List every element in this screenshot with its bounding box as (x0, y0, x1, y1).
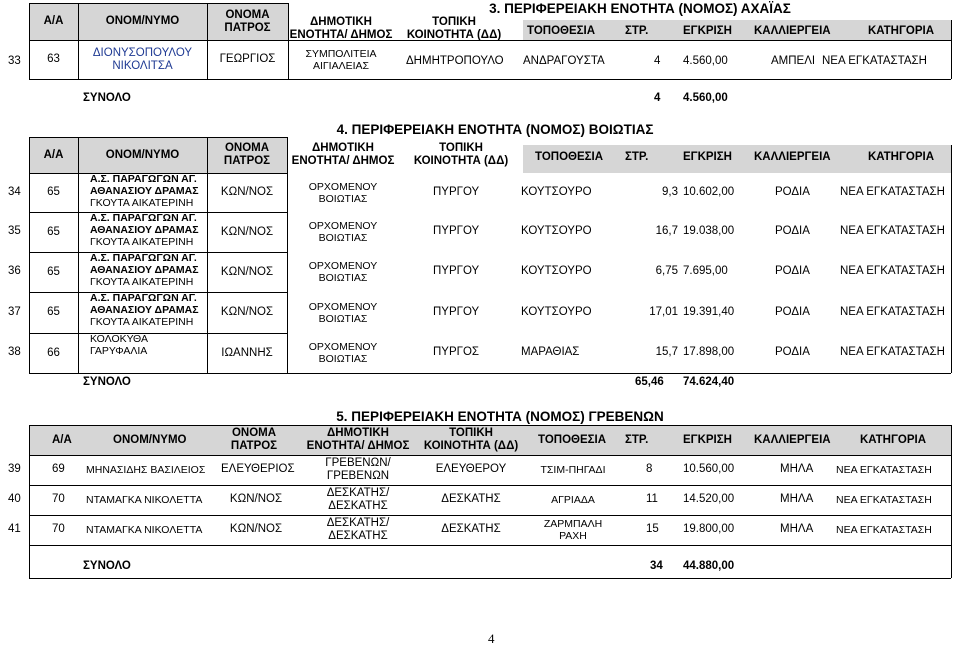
row-topiki: ΔΕΣΚΑΤΗΣ (441, 493, 501, 505)
row-katigoria: ΝΕΑ ΕΓΚΑΤΑΣΤΑΣΗ (840, 305, 945, 318)
row-dimos-cell (287, 333, 399, 373)
row-name-cell (90, 173, 207, 212)
col-header-father-2: ΠΑΤΡΟΣ (224, 21, 271, 34)
total-amount: 4.560,00 (683, 92, 728, 104)
row-dimos-2: ΔΕΣΚΑΤΗΣ (328, 500, 388, 512)
row-name-cell (90, 333, 207, 373)
row-number: 35 (8, 225, 21, 237)
section-title: 5. ΠΕΡΙΦΕΡΕΙΑΚΗ ΕΝΟΤΗΤΑ (ΝΟΜΟΣ) ΓΡΕΒΕΝΩΝ (336, 409, 664, 424)
total-str: 4 (654, 92, 661, 104)
row-topothesia-cell (528, 455, 618, 485)
row-father: ΚΩΝ/ΝΟΣ (220, 306, 274, 318)
row-topothesia: ΖΑΡΜΠΑΛΗ (543, 518, 603, 530)
row-dimos: ΣΥΜΠΟΛΙΤΕΙΑ (305, 47, 377, 60)
row-name-3: ΓΚΟΥΤΑ ΑΙΚΑΤΕΡΙΝΗ (90, 236, 194, 248)
row-dimos-cell (305, 515, 411, 545)
row-father: ΚΩΝ/ΝΟΣ (229, 493, 283, 505)
row-dimos: ΟΡΧΟΜΕΝΟΥ (308, 220, 378, 232)
row-topiki: ΠΥΡΓΟΥ (433, 305, 480, 318)
row-kalliergeia: ΡΟΔΙΑ (775, 265, 810, 277)
col-header-topiki: ΤΟΠΙΚΗ (449, 427, 493, 439)
row-name: ΔΙΟΝΥΣΟΠΟΥΛΟΥ (92, 46, 193, 59)
row-str: 15,7 (655, 346, 678, 358)
col-header-aa: Α/Α (43, 148, 64, 161)
col-header-name: ΟΝΟΜ/ΝΥΜΟ (105, 148, 180, 161)
row-aa: 70 (52, 523, 65, 535)
row-dimos-2: ΒΟΙΩΤΙΑΣ (318, 353, 368, 365)
row-number: 38 (8, 346, 21, 358)
row-str: 11 (646, 493, 658, 505)
row-topiki: ΠΥΡΓΟΥ (433, 265, 480, 277)
col-header-str: ΣΤΡ. (625, 25, 649, 37)
row-topiki: ΕΛΕΥΘΕΡΟΥ (435, 463, 507, 475)
row-name-2: ΑΘΑΝΑΣΙΟΥ ΔΡΑΜΑΣ (90, 185, 199, 197)
row-dimos: ΟΡΧΟΜΕΝΟΥ (308, 180, 378, 193)
col-header-father-2: ΠΑΤΡΟΣ (230, 440, 278, 452)
col-header-egkrisi: ΕΓΚΡΙΣΗ (683, 25, 732, 37)
col-header-topothesia: ΤΟΠΟΘΕΣΙΑ (538, 434, 607, 446)
row-number: 36 (8, 265, 21, 277)
row-katigoria: ΝΕΑ ΕΓΚΑΤΑΣΤΑΣΗ (836, 524, 932, 536)
col-header-name: ΟΝΟΜ/ΝΥΜΟ (105, 15, 180, 27)
row-topiki: ΠΥΡΓΟΥ (433, 225, 480, 237)
col-header-aa: Α/Α (43, 15, 64, 27)
row-dimos-cell (305, 455, 411, 485)
row-egkrisi: 10.602,00 (683, 185, 735, 198)
row-aa-cell (29, 252, 78, 292)
row-name: Α.Σ. ΠΑΡΑΓΩΓΩΝ ΑΓ. (90, 252, 197, 264)
row-aa: 65 (47, 186, 60, 198)
col-header-topiki-2: ΚΟΙΝΟΤΗΤΑ (ΔΔ) (406, 29, 502, 41)
row-father-cell (207, 333, 287, 373)
row-topothesia: ΚΟΥΤΣΟΥΡΟ (521, 185, 592, 198)
row-topothesia: ΚΟΥΤΣΟΥΡΟ (521, 305, 592, 318)
row-kalliergeia: ΡΟΔΙΑ (775, 225, 810, 237)
row-topiki: ΠΥΡΓΟΣ (433, 346, 480, 358)
row-father: ΙΩΑΝΝΗΣ (221, 346, 273, 359)
row-name-3: ΓΚΟΥΤΑ ΑΙΚΑΤΕΡΙΝΗ (90, 316, 194, 328)
row-dimos: ΔΕΣΚΑΤΗΣ/ (326, 487, 390, 499)
section-title: 4. ΠΕΡΙΦΕΡΕΙΑΚΗ ΕΝΟΤΗΤΑ (ΝΟΜΟΣ) ΒΟΙΩΤΙΑΣ (336, 122, 654, 137)
row-dimos-cell (287, 212, 399, 252)
row-father-cell (207, 252, 287, 292)
row-aa-cell (29, 333, 78, 373)
col-header-dimos-2: ΕΝΟΤΗΤΑ/ ΔΗΜΟΣ (291, 155, 395, 167)
row-topothesia: ΑΝΔΡΑΓΟΥΣΤΑ (523, 55, 605, 67)
row-father-cell (207, 212, 287, 252)
total-str: 65,46 (635, 376, 664, 388)
row-str: 15 (646, 523, 659, 535)
col-header-kalliergeia: ΚΑΛΛΙΕΡΓΕΙΑ (754, 434, 831, 446)
row-dimos: ΓΡΕΒΕΝΩΝ/ (325, 457, 391, 469)
row-number: 41 (8, 523, 21, 535)
row-name-2: ΑΘΑΝΑΣΙΟΥ ΔΡΑΜΑΣ (90, 264, 199, 276)
col-header-topiki: ΤΟΠΙΚΗ (439, 142, 483, 154)
row-aa: 69 (52, 463, 65, 475)
row-name: Α.Σ. ΠΑΡΑΓΩΓΩΝ ΑΓ. (90, 173, 197, 185)
col-header-dimos: ΔΗΜΟΤΙΚΗ (312, 142, 374, 154)
row-kalliergeia: ΡΟΔΙΑ (775, 346, 810, 358)
row-kalliergeia: ΜΗΛΑ (780, 523, 814, 535)
row-kalliergeia: ΜΗΛΑ (780, 463, 814, 475)
row-aa: 65 (47, 265, 60, 278)
total-label: ΣΥΝΟΛΟ (83, 92, 131, 104)
row-aa-cell (29, 292, 78, 333)
row-name: ΜΗΝΑΣΙΔΗΣ ΒΑΣΙΛΕΙΟΣ (86, 464, 206, 476)
col-header-father: ΟΝΟΜΑ (231, 427, 277, 439)
row-dimos: ΟΡΧΟΜΕΝΟΥ (308, 260, 378, 272)
row-aa: 65 (47, 306, 60, 318)
row-topothesia-cell (528, 485, 618, 515)
row-father: ΚΩΝ/ΝΟΣ (220, 225, 274, 238)
row-name-cell (90, 212, 207, 252)
row-dimos-cell (287, 292, 399, 333)
row-topiki: ΠΥΡΓΟΥ (433, 185, 480, 198)
row-egkrisi: 10.560,00 (683, 463, 735, 475)
row-dimos-cell (305, 485, 411, 515)
row-father-cell (207, 292, 287, 333)
row-katigoria: ΝΕΑ ΕΓΚΑΤΑΣΤΑΣΗ (840, 346, 945, 358)
row-dimos: ΟΡΧΟΜΕΝΟΥ (308, 341, 378, 353)
row-aa-cell (29, 173, 78, 212)
row-kalliergeia: ΡΟΔΙΑ (775, 185, 810, 198)
row-dimos-2: ΔΕΣΚΑΤΗΣ (328, 530, 388, 542)
row-katigoria: ΝΕΑ ΕΓΚΑΤΑΣΤΑΣΗ (840, 225, 945, 237)
row-aa-cell (29, 212, 78, 252)
row-father: ΚΩΝ/ΝΟΣ (229, 523, 283, 535)
row-katigoria: ΝΕΑ ΕΓΚΑΤΑΣΤΑΣΗ (840, 185, 945, 198)
row-katigoria: ΝΕΑ ΕΓΚΑΤΑΣΤΑΣΗ (836, 464, 932, 476)
col-header-str: ΣΤΡ. (625, 434, 649, 446)
row-egkrisi: 4.560,00 (683, 55, 728, 67)
row-name-cell (90, 252, 207, 292)
row-egkrisi: 7.695,00 (683, 265, 728, 277)
row-number: 34 (8, 185, 21, 198)
col-header-name: ΟΝΟΜ/ΝΥΜΟ (113, 434, 187, 446)
row-number: 33 (8, 55, 21, 67)
col-header-topiki-2: ΚΟΙΝΟΤΗΤΑ (ΔΔ) (423, 440, 519, 452)
row-number: 40 (8, 493, 21, 505)
row-father: ΚΩΝ/ΝΟΣ (220, 265, 274, 278)
row-name: Α.Σ. ΠΑΡΑΓΩΓΩΝ ΑΓ. (90, 292, 197, 304)
row-dimos-cell (287, 252, 399, 292)
row-topiki: ΔΕΣΚΑΤΗΣ (441, 523, 501, 535)
row-topothesia: ΚΟΥΤΣΟΥΡΟ (521, 265, 592, 277)
row-dimos-2: ΒΟΙΩΤΙΑΣ (318, 232, 368, 244)
row-topothesia: ΚΟΥΤΣΟΥΡΟ (521, 225, 592, 237)
col-header-aa: Α/Α (52, 434, 72, 446)
total-label: ΣΥΝΟΛΟ (83, 376, 131, 388)
row-father: ΕΛΕΥΘΕΡΙΟΣ (221, 463, 295, 475)
col-header-katigoria: ΚΑΤΗΓΟΡΙΑ (868, 151, 935, 163)
col-header-topiki: ΤΟΠΙΚΗ (432, 16, 476, 28)
row-number: 39 (8, 463, 21, 475)
row-aa: 63 (47, 53, 60, 65)
row-str: 17,01 (649, 305, 678, 318)
row-str: 6,75 (655, 265, 678, 277)
row-egkrisi: 19.800,00 (683, 523, 735, 535)
row-str: 4 (654, 55, 661, 67)
row-kalliergeia: ΑΜΠΕΛΙ (771, 55, 816, 67)
col-header-kalliergeia: ΚΑΛΛΙΕΡΓΕΙΑ (754, 25, 831, 37)
row-aa: 65 (47, 225, 60, 238)
row-dimos-2: ΒΟΙΩΤΙΑΣ (318, 192, 368, 205)
row-topothesia: ΑΓΡΙΑΔΑ (551, 494, 595, 506)
row-dimos-cell (287, 173, 399, 212)
row-dimos: ΔΕΣΚΑΤΗΣ/ (326, 517, 390, 529)
row-topothesia-2: ΡΑΧΗ (559, 530, 587, 542)
col-header-dimos-2: ΕΝΟΤΗΤΑ/ ΔΗΜΟΣ (306, 440, 410, 452)
col-header-topothesia: ΤΟΠΟΘΕΣΙΑ (535, 151, 604, 163)
row-name-2: ΓΑΡΥΦΑΛΙΑ (90, 345, 148, 357)
col-header-father-2: ΠΑΤΡΟΣ (223, 155, 271, 167)
row-name: ΝΤΑΜΑΓΚΑ ΝΙΚΟΛΕΤΤΑ (86, 524, 203, 536)
col-header-father: ΟΝΟΜΑ (225, 8, 270, 21)
row-name-2: ΑΘΑΝΑΣΙΟΥ ΔΡΑΜΑΣ (90, 224, 199, 236)
row-dimos-2: ΒΟΙΩΤΙΑΣ (318, 272, 368, 284)
col-header-egkrisi: ΕΓΚΡΙΣΗ (683, 151, 732, 163)
row-name: Α.Σ. ΠΑΡΑΓΩΓΩΝ ΑΓ. (90, 212, 197, 224)
row-katigoria: ΝΕΑ ΕΓΚΑΤΑΣΤΑΣΗ (836, 494, 932, 506)
col-header-dimos-2: ΕΝΟΤΗΤΑ/ ΔΗΜΟΣ (289, 29, 393, 41)
col-header-topothesia: ΤΟΠΟΘΕΣΙΑ (527, 25, 596, 37)
row-katigoria: ΝΕΑ ΕΓΚΑΤΑΣΤΑΣΗ (822, 55, 927, 67)
col-header-katigoria: ΚΑΤΗΓΟΡΙΑ (860, 434, 927, 446)
col-header-dimos: ΔΗΜΟΤΙΚΗ (327, 427, 389, 439)
section-title: 3. ΠΕΡΙΦΕΡΕΙΑΚΗ ΕΝΟΤΗΤΑ (ΝΟΜΟΣ) ΑΧΑΪΑΣ (489, 1, 791, 16)
row-name: ΝΤΑΜΑΓΚΑ ΝΙΚΟΛΕΤΤΑ (86, 494, 203, 506)
col-header-father: ΟΝΟΜΑ (224, 142, 270, 154)
row-topothesia-cell (528, 515, 618, 545)
row-father-cell (207, 173, 287, 212)
row-dimos-2: ΒΟΙΩΤΙΑΣ (318, 312, 368, 325)
row-topothesia: ΤΣΙΜ-ΠΗΓΑΔΙ (540, 464, 606, 476)
row-name: ΚΟΛΟΚΥΘΑ (90, 333, 149, 345)
row-katigoria: ΝΕΑ ΕΓΚΑΤΑΣΤΑΣΗ (840, 265, 945, 277)
row-name-2: ΑΘΑΝΑΣΙΟΥ ΔΡΑΜΑΣ (90, 304, 199, 316)
col-header-egkrisi: ΕΓΚΡΙΣΗ (683, 434, 732, 446)
row-aa: 66 (47, 346, 60, 359)
col-header-kalliergeia: ΚΑΛΛΙΕΡΓΕΙΑ (754, 151, 831, 163)
row-father: ΓΕΩΡΓΙΟΣ (219, 53, 276, 65)
row-number: 37 (8, 305, 21, 318)
row-name-3: ΓΚΟΥΤΑ ΑΙΚΑΤΕΡΙΝΗ (90, 276, 194, 288)
total-amount: 44.880,00 (683, 560, 735, 572)
row-str: 16,7 (655, 225, 678, 237)
row-topiki: ΔΗΜΗΤΡΟΠΟΥΛΟ (406, 55, 504, 67)
col-header-dimos: ΔΗΜΟΤΙΚΗ (310, 16, 372, 28)
row-aa: 70 (52, 493, 65, 505)
row-egkrisi: 19.038,00 (683, 225, 735, 237)
row-egkrisi: 17.898,00 (683, 346, 735, 358)
row-father: ΚΩΝ/ΝΟΣ (220, 186, 274, 198)
row-topothesia: ΜΑΡΑΘΙΑΣ (521, 346, 580, 358)
col-header-katigoria: ΚΑΤΗΓΟΡΙΑ (868, 25, 935, 37)
total-str: 34 (650, 560, 663, 572)
col-header-topiki-2: ΚΟΙΝΟΤΗΤΑ (ΔΔ) (413, 155, 509, 167)
row-dimos: ΟΡΧΟΜΕΝΟΥ (308, 300, 378, 313)
row-str: 9,3 (662, 185, 678, 198)
row-egkrisi: 14.520,00 (683, 493, 735, 505)
row-name-cell (90, 292, 207, 333)
row-name-2: ΝΙΚΟΛΙΤΣΑ (112, 59, 173, 72)
row-dimos-2: ΓΡΕΒΕΝΩΝ (326, 470, 390, 482)
col-header-str: ΣΤΡ. (625, 151, 649, 163)
row-egkrisi: 19.391,40 (683, 305, 735, 318)
row-name-3: ΓΚΟΥΤΑ ΑΙΚΑΤΕΡΙΝΗ (90, 197, 194, 209)
row-kalliergeia: ΜΗΛΑ (780, 493, 814, 505)
page-number: 4 (488, 631, 495, 646)
row-dimos-2: ΑΙΓΙΑΛΕΙΑΣ (312, 59, 370, 72)
row-str: 8 (646, 463, 653, 475)
row-kalliergeia: ΡΟΔΙΑ (775, 305, 810, 318)
total-label: ΣΥΝΟΛΟ (83, 560, 131, 572)
total-amount: 74.624,40 (683, 376, 735, 388)
